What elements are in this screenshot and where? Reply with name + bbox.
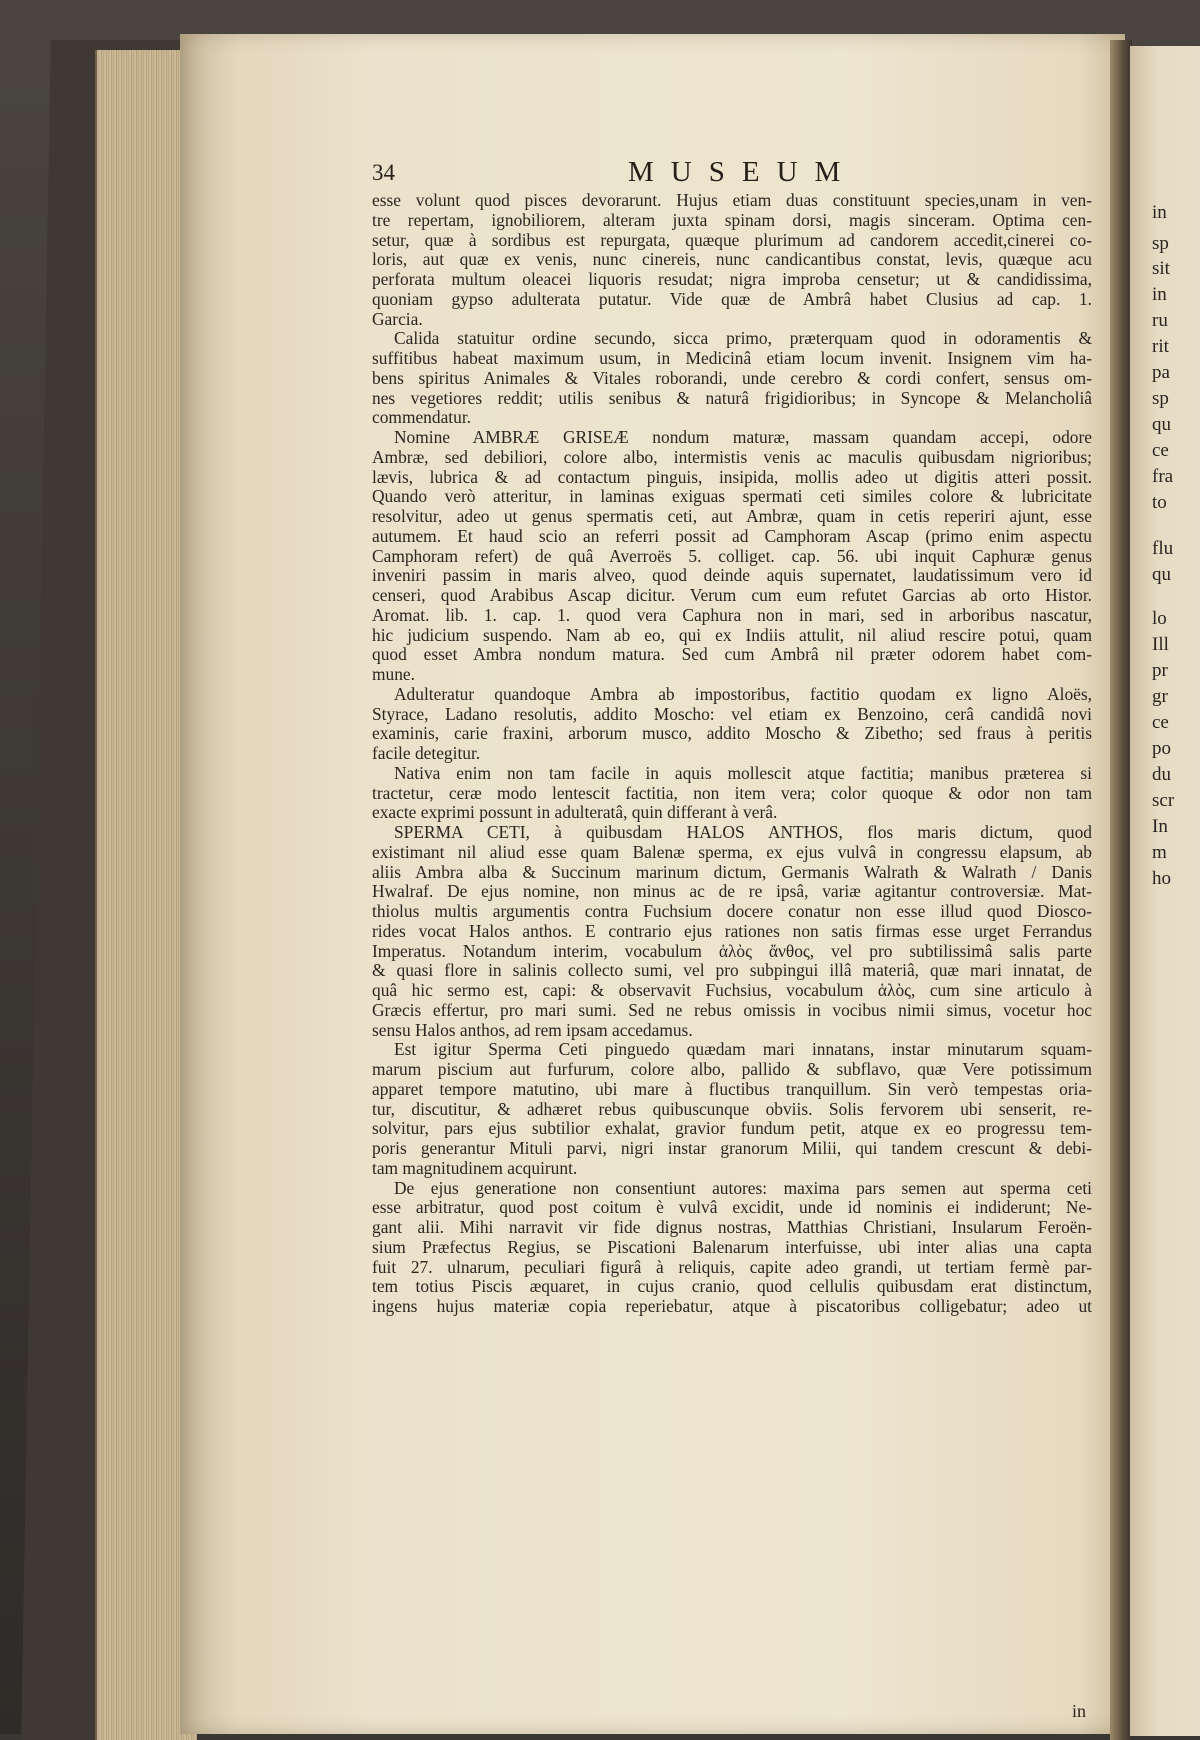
text-line: gant alii. Mihi narravit vir fide dignus nostras, Matthias Christiani, Insularum Feroën-	[372, 1217, 1092, 1237]
text-line: tre repertam, ignobiliorem, alteram juxta spinam dorsi, magis sinceram. Optima cen-	[372, 209, 1092, 230]
body-text	[372, 191, 1092, 1317]
text-line: bens spiritus Animales & Vitales roborandi, unde cerebro & cordi confert, sensus om-	[372, 367, 1092, 388]
text-line: Nativa enim non tam facile in aquis mollescit atque factitia; manibus præterea si	[394, 762, 1092, 783]
text-line: esse arbitratur, quod post coitum è vulvâ excidit, unde id nominis ei indiderunt; Ne-	[372, 1197, 1092, 1218]
facing-page-fragment: lo	[1152, 608, 1167, 629]
text-line: sium Præfectus Regius, se Piscationi Balenarum interfuisse, ubi inter alias una capta	[372, 1236, 1092, 1257]
facing-page-fragment: pa	[1152, 362, 1170, 383]
text-line: inveniri passim in maris alveo, quod deinde aquis supernatet, laudatissimum vero id	[372, 565, 1092, 586]
text-line: hic judicium suspendo. Nam ab eo, qui ex Indiis attulit, nil aliud rescire potui, quam	[372, 624, 1092, 645]
text-line: tur, discutitur, & adhæret rebus quibuscunque obviis. Solis fervorem ubi senserit, re-	[372, 1098, 1092, 1119]
text-line: Styrace, Ladano resolutis, addito Moscho: vel etiam ex Benzoino, cerâ candidâ novi	[372, 703, 1092, 724]
text-line: sensu Halos anthos, ad rem ipsam accedamus.	[372, 1019, 693, 1040]
gutter-shadow	[1110, 40, 1132, 1740]
facing-page-fragment: in	[1152, 202, 1167, 223]
facing-page-fragment: m	[1152, 842, 1167, 863]
facing-page-fragment: in	[1152, 284, 1167, 305]
facing-page	[1130, 46, 1200, 1736]
text-line: aliis Ambra alba & Succinum marinum dictum, Germanis Walrath & Walrath / Danis	[372, 861, 1092, 882]
facing-page-fragment: scr	[1152, 790, 1175, 811]
text-line: Aromat. lib. 1. cap. 1. quod vera Caphura non in mari, sed in arboribus nascatur,	[372, 604, 1092, 625]
text-line: poris generantur Mituli parvi, nigri instar granorum Milii, qui tandem crescunt & debi-	[372, 1138, 1092, 1158]
facing-page-fragment: fra	[1152, 466, 1174, 487]
text-line: quâ hic sermo est, capi: & observavit Fuchsius, vocabulum ἁλὸς, cum sine articulo à	[372, 980, 1092, 1000]
text-line: apparet tempore matutino, ubi mare à fluctibus tranquillum. Sin verò tempestas oria-	[372, 1078, 1092, 1099]
page-number: 34	[372, 160, 395, 185]
facing-page-fragment: du	[1152, 764, 1171, 785]
text-line: ingens hujus materiæ copia reperiebatur, atque à piscatoribus colligebatur; adeo ut	[372, 1296, 1092, 1316]
text-line: tem totius Piscis æquaret, in cujus cranio, quod cellulis quibusdam erat distinctum,	[372, 1276, 1092, 1297]
facing-page-fragment: sit	[1152, 258, 1170, 279]
facing-page-fragment: gr	[1152, 686, 1168, 707]
text-line: Quando verò atteritur, in laminas exiguas spermati ceti similes colore & lubricitate	[372, 486, 1092, 507]
text-line: De ejus generatione non consentiunt autores: maxima pars semen aut sperma ceti	[394, 1177, 1092, 1198]
text-line: Nomine AMBRÆ GRISEÆ nondum maturæ, massam quandam accepi, odore	[394, 427, 1092, 447]
text-line: quoniam gypso adulterata putatur. Vide quæ de Ambrâ habet Clusius ad cap. 1.	[372, 288, 1092, 309]
text-line: Est igitur Sperma Ceti pinguedo quædam mari innatans, instar minutarum squam-	[394, 1039, 1092, 1060]
text-line: marum piscium aut furfurum, colore albo, pallido & subflavo, quæ Vere potissimum	[372, 1059, 1092, 1079]
facing-page-fragment: sp	[1152, 233, 1169, 254]
text-line: Græcis effertur, pro mari sumi. Sed ne rebus omissis in vocibus nimii simus, vocetur hoc	[372, 999, 1092, 1020]
text-line: nes vegetiores reddit; utilis senibus & naturâ frigidioribus; in Syncope & Melancholiâ	[372, 387, 1092, 408]
text-line: SPERMA CETI, à quibusdam HALOS ANTHOS, flos maris dictum, quod	[394, 822, 1092, 842]
text-line: Adulteratur quandoque Ambra ab impostoribus, factitio quodam ex ligno Aloës,	[394, 683, 1092, 704]
text-line: facile detegitur.	[372, 743, 481, 763]
catchword: in	[1072, 1701, 1087, 1721]
facing-page-fragment: In	[1152, 816, 1168, 837]
text-line: setur, quæ à sordibus est repurgata, quæque plurimum ad candorem accedit,cinerei co-	[372, 229, 1092, 250]
text-line: autumem. Et haud scio an referri possit ad Camphoram Ascap (primo enim aspectu	[372, 525, 1092, 546]
text-line: Ambræ, sed debiliori, colore albo, intermistis venis ac maculis quibusdam nigrioribus;	[372, 446, 1092, 467]
text-line: fuit 27. ulnarum, peculiari figurâ à reliquis, capite adeo grandi, ut tertiam fermè par-	[372, 1256, 1092, 1277]
facing-page-fragment: qu	[1152, 414, 1171, 435]
text-line: Hwalraf. De ejus nomine, non minus ac de re ipsâ, variæ agitantur controversiæ. Mat-	[372, 881, 1092, 902]
facing-page-fragment: rit	[1152, 336, 1169, 357]
text-line: tam magnitudinem acquirunt.	[372, 1157, 578, 1178]
text-line: loris, aut quæ ex venis, nunc cinereis, nunc candicantibus constat, levis, quæque acu	[372, 249, 1092, 270]
facing-page-fragment: flu	[1152, 538, 1174, 559]
facing-page-fragment: to	[1152, 492, 1167, 513]
text-line: rides vocat Halos anthos. E contrario ejus rationes non satis firmas esse urget Ferrandus	[372, 920, 1092, 941]
facing-page-fragment: ru	[1152, 310, 1168, 331]
text-line: esse volunt quod pisces devorarunt. Hujus etiam duas constituunt species,unam in ven-	[372, 190, 1092, 210]
text-line: Calida statuitur ordine secundo, sicca primo, præterquam quod in odoramentis &	[394, 328, 1092, 349]
facing-page-fragment: pr	[1152, 660, 1168, 681]
text-line: perforata multum oleacei liquoris resudat; nigra improba censetur; ut & candidissima,	[372, 269, 1092, 289]
text-line: commendatur.	[372, 407, 472, 428]
text-line: lævis, lubrica & ad contactum pinguis, insipida, mollis adeo ut digitis atteri possit.	[372, 466, 1092, 487]
text-line: solvitur, pars ejus subtilior exhalat, gravior fundum petit, atque ex eo progressu tem-	[372, 1118, 1092, 1139]
text-line: Imperatus. Notandum interim, vocabulum ἁλὸς ἄνθος, vel pro subtilissimâ salis parte	[372, 940, 1092, 961]
facing-page-fragment: Ill	[1152, 634, 1169, 655]
facing-page-fragment: ho	[1152, 868, 1171, 889]
text-line: Camphoram refert) de quâ Averroës 5. colliget. cap. 56. ubi inquit Caphuræ genus	[372, 545, 1092, 566]
text-line: censeri, quod Arabibus Ascap dicitur. Verum cum eum refutet Garcias ab orto Histor.	[372, 585, 1092, 605]
facing-page-fragment: po	[1152, 738, 1171, 759]
page-header	[372, 156, 1092, 194]
running-title: MUSEUM	[628, 156, 858, 188]
text-line: thiolus multis argumentis contra Fuchsium docere conatur non esse illud quod Diosco-	[372, 901, 1092, 921]
facing-page-fragment: sp	[1152, 388, 1169, 409]
text-line: examinis, carie fraxini, arborum musco, addito Moscho & Zibetho; sed fraus à peritis	[372, 723, 1092, 744]
facing-page-fragment: qu	[1152, 564, 1171, 585]
text-line: existimant nil aliud esse quam Balenæ sperma, ex ejus vulvâ in congressu elapsum, ab	[372, 841, 1092, 862]
text-line: suffitibus habeat maximum usum, in Medicinâ etiam locum invenit. Insignem vim ha-	[372, 348, 1092, 368]
text-line: quod esset Ambra nondum matura. Sed cum Ambrâ nil præter odorem habet com-	[372, 644, 1092, 665]
text-line: resolvitur, adeo ut genus spermatis ceti, aut Ambræ, quam in cetis reperiri ajunt, esse	[372, 506, 1092, 526]
text-line: exacte exprimi possunt in adulteratâ, quin differant à verâ.	[372, 802, 778, 823]
text-line: tractetur, ceræ modo lentescit factitia, non item vera; color quoque & odor non tam	[372, 782, 1092, 803]
facing-page-fragment: ce	[1152, 712, 1169, 733]
text-line: Garcia.	[372, 308, 423, 329]
text-line: & quasi flore in salinis collecto sumi, vel pro subpingui illâ materiâ, quæ mari innatat, de	[372, 960, 1092, 981]
facing-page-fragment: ce	[1152, 440, 1169, 461]
text-line: mune.	[372, 664, 415, 684]
